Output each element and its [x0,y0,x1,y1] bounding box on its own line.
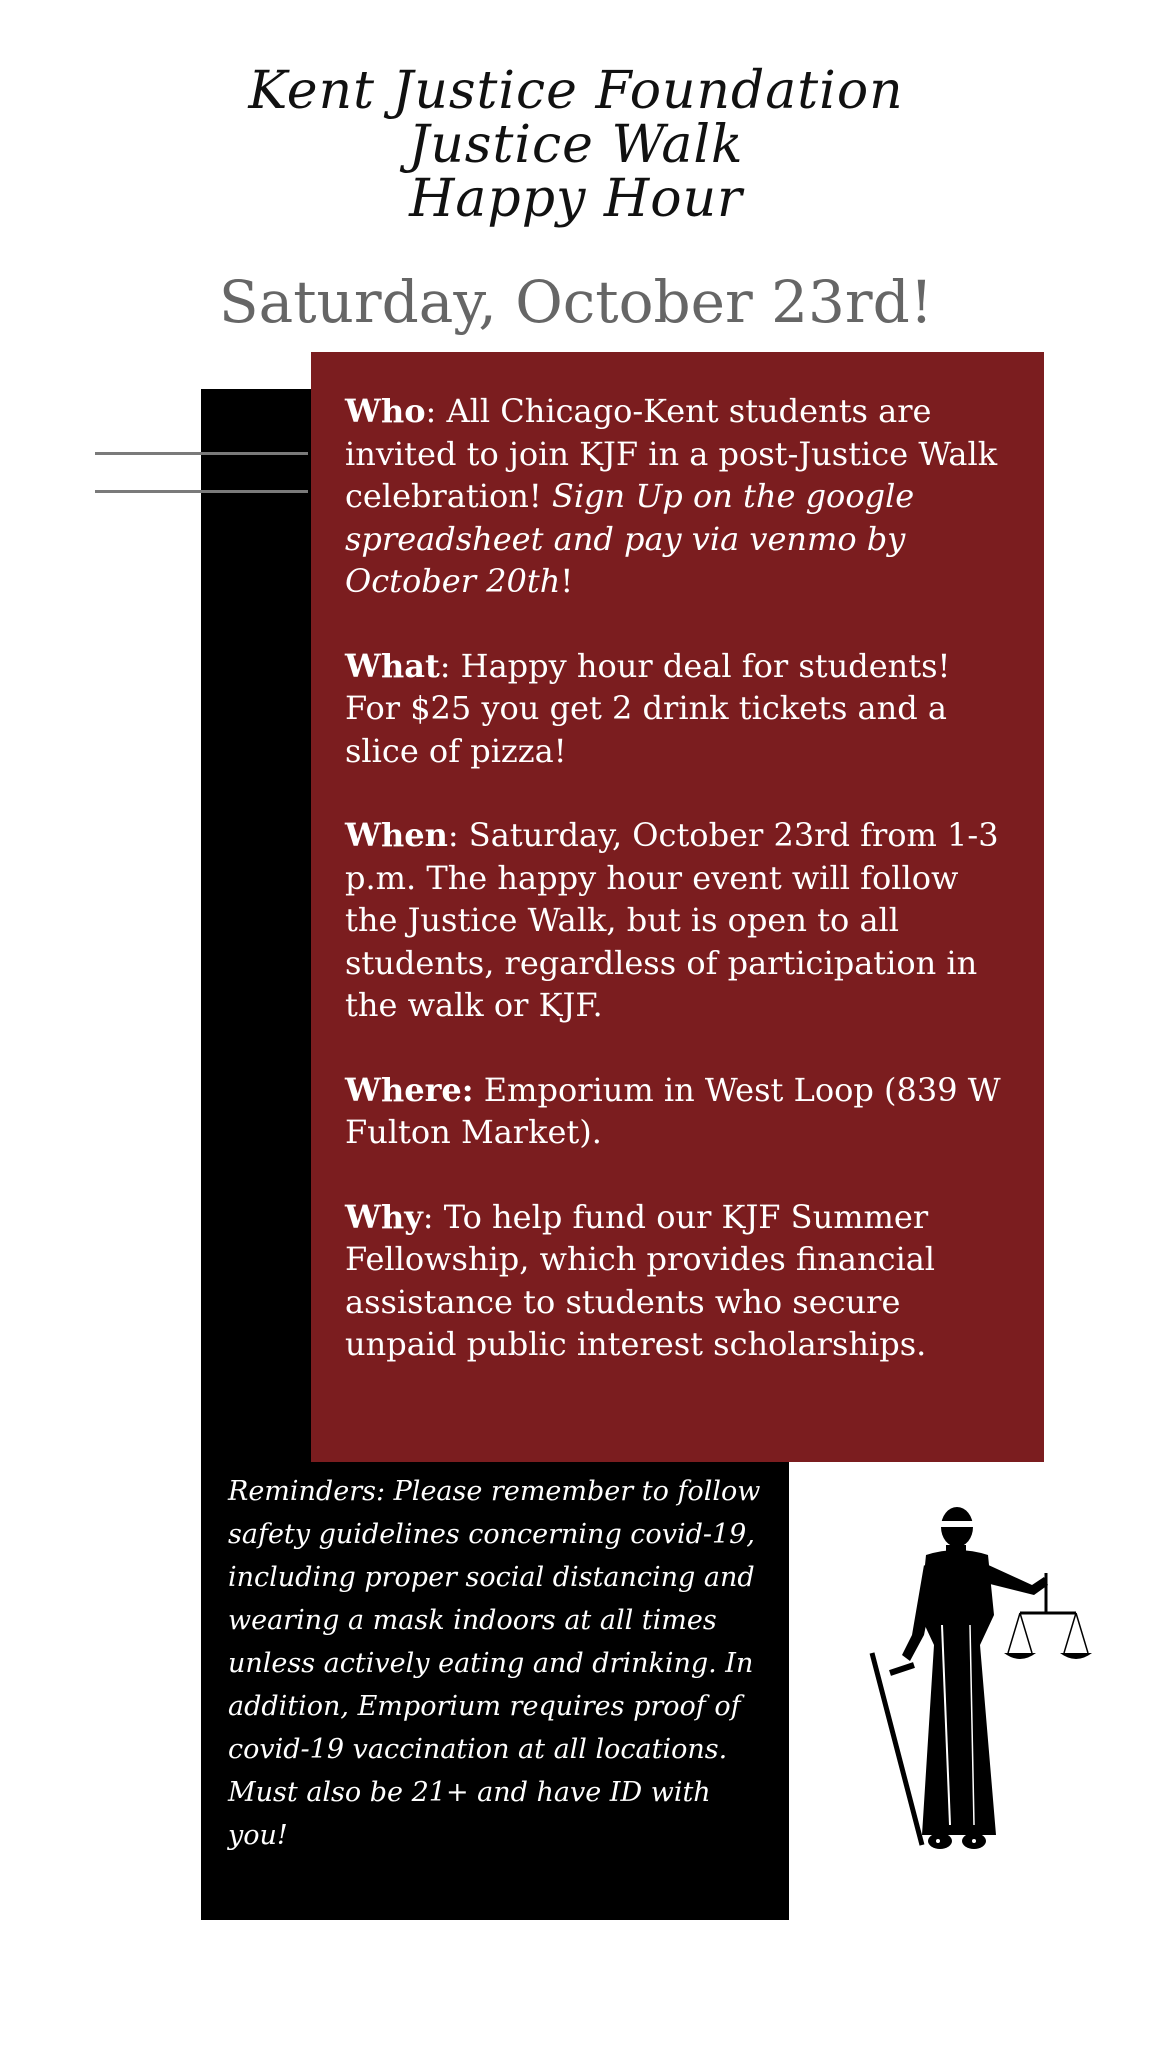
what-text: : Happy hour deal for students! For $25 you get 2 drink tickets and a slice of pizza! [345,646,951,770]
who-section [345,390,1010,603]
title-line-organization: Kent Justice Foundation [248,61,904,121]
what-label: What [345,646,440,685]
who-text: : All Chicago-Kent students are invited to join KJF in a post-Justice Walk celebration! [345,392,998,515]
signup-note: Sign Up on the google spreadsheet and pay via venmo by October 20th [345,477,915,600]
decorative-line-top [95,452,308,455]
why-section [345,1196,1010,1366]
title-line-happy-hour: Happy Hour [409,169,743,229]
reminders-text: Reminders: Please remember to follow safety guidelines concerning covid-19, including proper social distancing and wearing a mask indoors at all times unless actively eating and drinking. In addition, Emporium requires proof of covid-19 vaccination at all locations. Must also be 21+ and have ID with you! [228,1476,761,1851]
where-section [345,1069,1010,1154]
who-label: Who [345,392,426,430]
decorative-line-bottom [95,490,308,493]
where-label: Where: [345,1070,474,1109]
what-section [345,645,1010,773]
why-label: Why [345,1197,423,1236]
why-text: : To help fund our KJF Summer Fellowship, which provides financial assistance to students who secure unpaid public interest scholarships. [345,1197,936,1363]
event-date: Saturday, October 23rd! [218,268,934,336]
title-line-event: Justice Walk [408,115,744,175]
who-end: ! [560,562,574,600]
when-label: When [345,816,448,854]
event-details-panel [311,352,1044,1462]
where-text: Emporium in West Loop (839 W Fulton Market). [345,1070,1001,1151]
lady-justice-icon [862,1505,1112,1855]
when-section [345,814,1010,1027]
event-title [0,61,1152,229]
when-text: : Saturday, October 23rd from 1-3 p.m. The happy hour event will follow the Justice Walk, but is open to all students, regardless of participation in the walk or KJF. [345,816,999,1024]
